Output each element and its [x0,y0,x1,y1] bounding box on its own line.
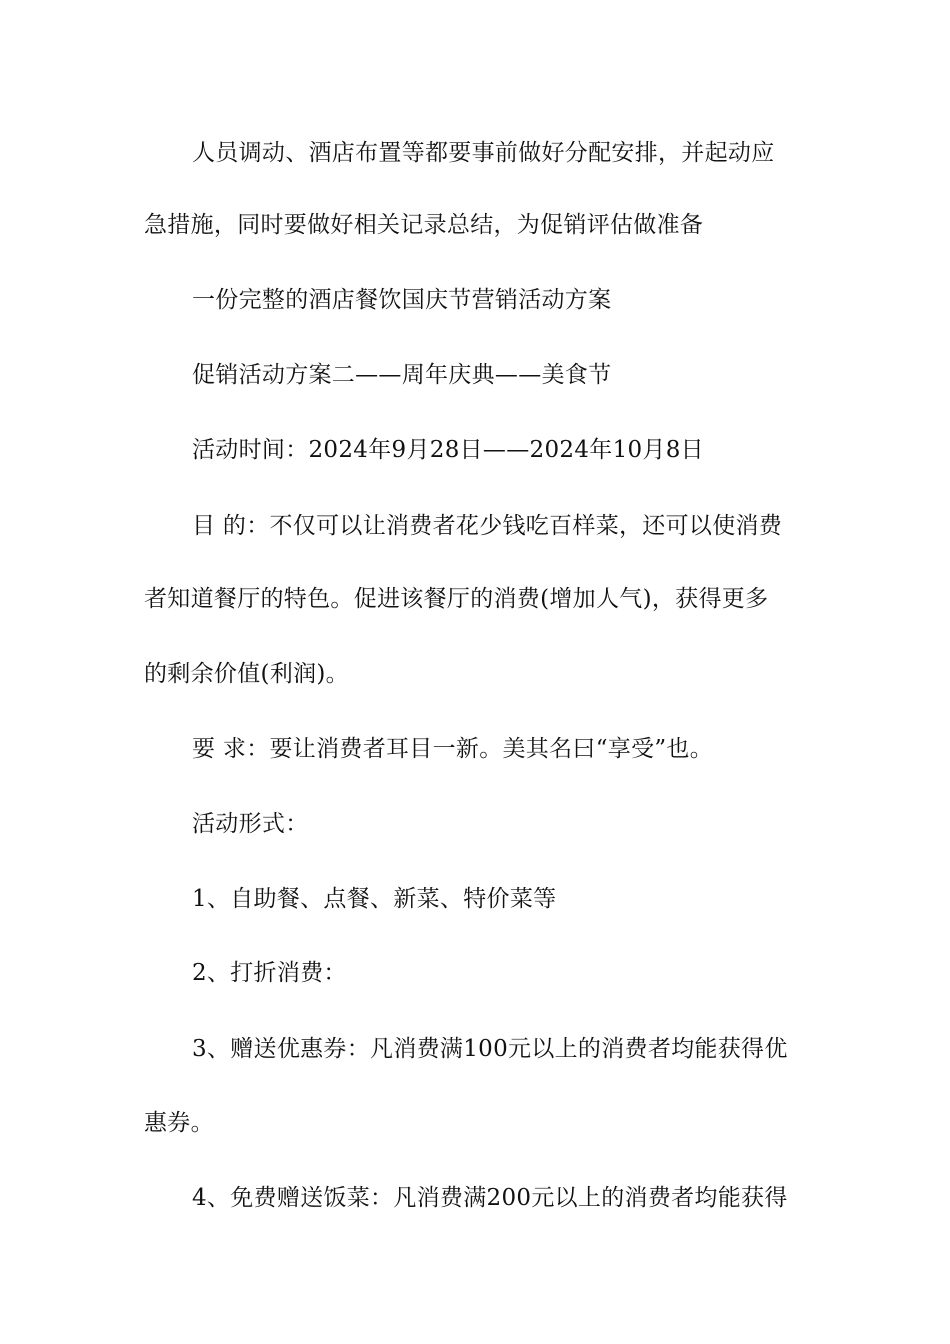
requirement-line: 要 求：要让消费者耳目一新。美其名曰“享受”也。 [192,736,714,762]
heading-line: 促销活动方案二——周年庆典——美食节 [192,362,612,388]
list-item: 4、免费赠送饭菜：凡消费满200元以上的消费者均能获得 [192,1185,788,1211]
activity-form-heading: 活动形式： [192,811,309,837]
paragraph-line: 人员调动、酒店布置等都要事前做好分配安排，并起动应 [192,140,775,166]
purpose-line: 的剩余价值(利润)。 [144,661,349,687]
activity-time-line: 活动时间：2024年9月28日——2024年10月8日 [192,437,704,463]
list-item: 2、打折消费： [192,960,347,986]
list-item-continuation: 惠券。 [144,1110,214,1136]
purpose-line: 者知道餐厅的特色。促进该餐厅的消费(增加人气)，获得更多 [144,586,769,612]
paragraph-line: 急措施，同时要做好相关记录总结，为促销评估做准备 [144,212,704,238]
heading-line: 一份完整的酒店餐饮国庆节营销活动方案 [192,287,612,313]
list-item: 1、自助餐、点餐、新菜、特价菜等 [192,886,557,912]
purpose-line: 目 的：不仅可以让消费者花少钱吃百样菜，还可以使消费 [192,513,783,539]
list-item: 3、赠送优惠券：凡消费满100元以上的消费者均能获得优 [192,1036,788,1062]
